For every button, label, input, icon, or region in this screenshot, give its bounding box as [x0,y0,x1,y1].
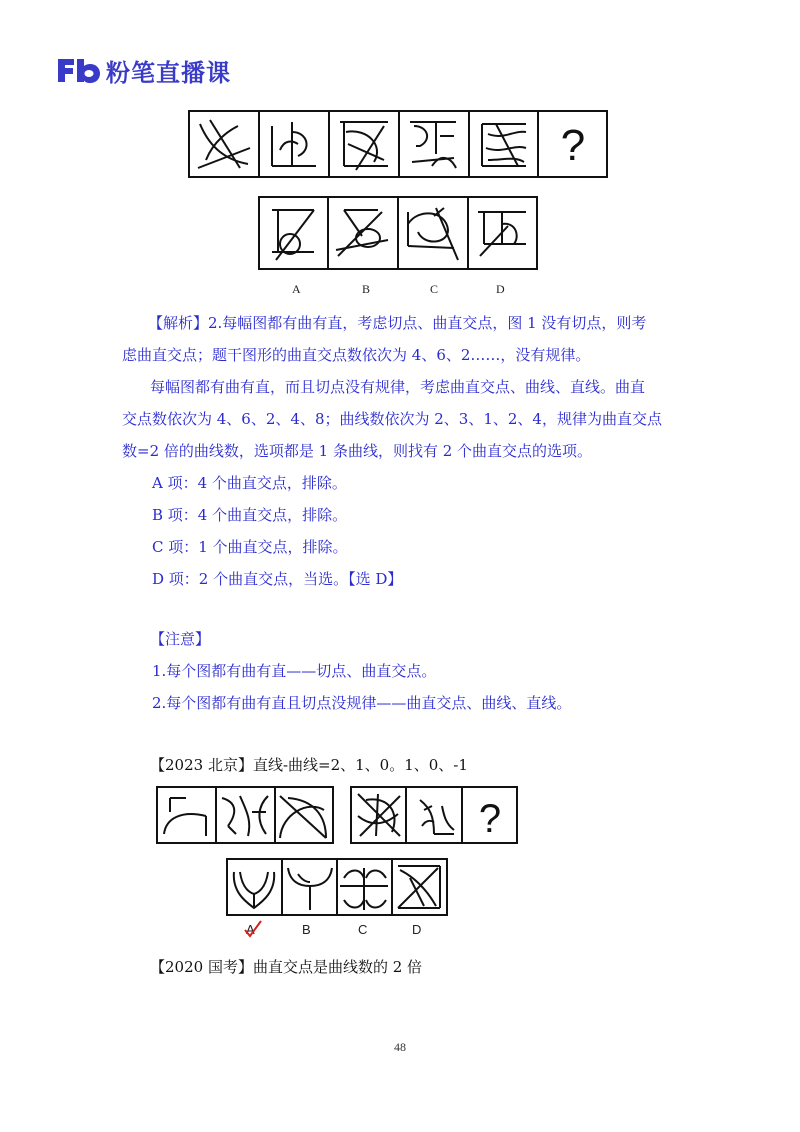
analysis-para1-line1: 【解析】2.每幅图都有曲有直，考虑切点、曲直交点，图 1 没有切点，则考 [148,314,647,332]
puzzle2-option-a-figure [234,872,274,908]
puzzle1-option-a-figure [272,210,314,260]
puzzle2-options-row [226,858,448,916]
puzzle1-options-row [258,196,538,270]
puzzle2-cell-5 [420,800,454,834]
puzzle2-question-row [156,786,520,846]
red-check-mark-icon [242,918,264,940]
puzzle1-cell-1 [198,120,250,168]
analysis-para2-line3: 数=2 倍的曲线数，选项都是 1 条曲线，则找有 2 个曲直交点的选项。 [122,442,593,460]
puzzle1-option-a-label: A [292,282,301,296]
puzzle2-option-b-figure [288,868,332,910]
puzzle2-option-a-label: A [246,922,255,937]
analysis-para1-line2: 虑曲直交点；题干图形的曲直交点数依次为 4、6、2……，没有规律。 [122,346,591,364]
puzzle2-option-c-label: C [358,922,368,937]
puzzle1-option-c-label: C [430,282,439,296]
analysis-para2-line2: 交点数依次为 4、6、2、4、8；曲线数依次为 2、3、1、2、4，规律为曲直交点 [122,410,662,428]
puzzle2-cell-3 [280,796,326,838]
puzzle1-option-b-label: B [362,282,371,296]
logo-text: 粉笔直播课 [106,58,231,87]
puzzle2-question-mark: ? [478,797,502,841]
puzzle1-question-row [188,110,608,178]
puzzle2-option-d-label: D [412,922,422,937]
fb-logo-icon [54,55,104,85]
puzzle2-option-d-figure [398,866,440,908]
note-title: 【注意】 [150,630,211,648]
puzzle1-option-d-label: D [496,282,505,296]
note-item-2: 2.每个图都有曲有直且切点没规律——曲直交点、曲线、直线。 [152,694,572,712]
example-2020-label: 【2020 国考】曲直交点是曲线数的 2 倍 [150,958,423,976]
puzzle1-option-c-figure [408,208,458,260]
puzzle1-cell-4 [410,122,456,168]
puzzle2-option-c-figure [340,868,388,910]
example-2023-label: 【2023 北京】直线-曲线=2、1、0。1、0、-1 [150,756,468,774]
page-number: 48 [394,1040,406,1054]
note-item-1: 1.每个图都有曲有直——切点、曲直交点。 [152,662,437,680]
puzzle1-question-mark: ? [560,121,586,170]
analysis-para2-line1: 每幅图都有曲有直，而且切点没有规律，考虑曲直交点、曲线、直线。曲直 [150,378,646,396]
puzzle1-cell-5 [482,124,526,166]
analysis-option-a: A 项：4 个曲直交点，排除。 [152,474,347,492]
puzzle1-option-b-figure [336,210,388,256]
puzzle1-cell-3 [340,122,388,170]
analysis-option-b: B 项：4 个曲直交点，排除。 [152,506,348,524]
puzzle1-option-d-figure [478,212,526,256]
puzzle2-option-b-label: B [302,922,311,937]
puzzle2-cell-4 [358,794,400,836]
puzzle1-cell-2 [272,122,316,166]
analysis-option-c: C 项：1 个曲直交点，排除。 [152,538,348,556]
puzzle2-cell-1 [164,798,206,836]
brand-logo [54,52,231,88]
puzzle2-cell-2 [222,796,268,836]
analysis-option-d: D 项：2 个曲直交点，当选。【选 D】 [152,570,403,588]
